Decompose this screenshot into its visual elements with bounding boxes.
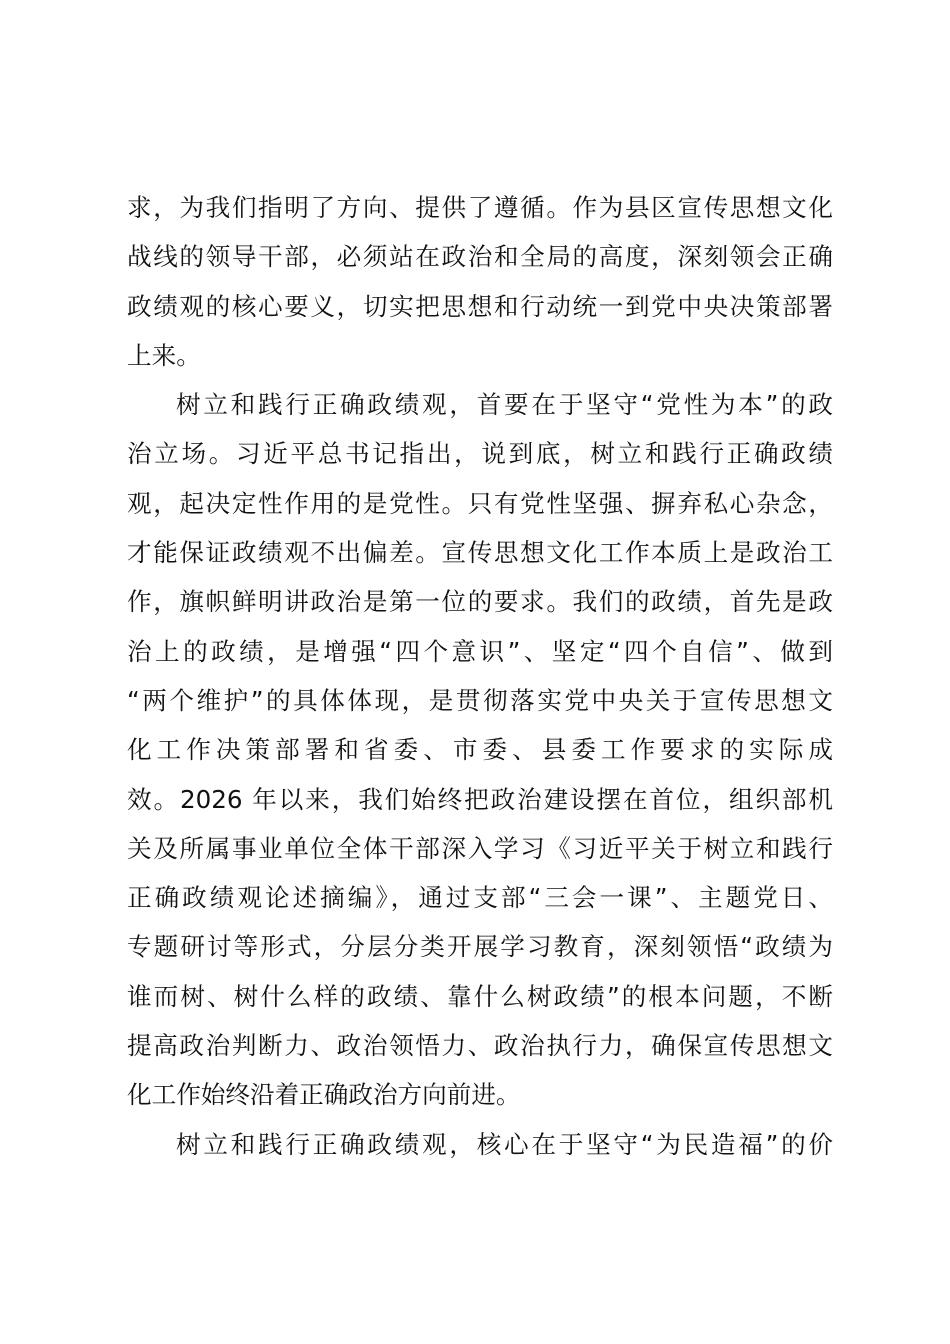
text-line: 关及所属事业单位全体干部深入学习《习近平关于树立和践行 — [127, 833, 833, 863]
text-line: 树立和践行正确政绩观，核心在于坚守“为民造福”的价 — [176, 1129, 833, 1159]
text-line: 提高政治判断力、政治领悟力、政治执行力，确保宣传思想文 — [127, 1031, 833, 1061]
text-line: 正确政绩观论述摘编》，通过支部“三会一课”、主题党日、 — [127, 883, 833, 913]
text-line: 谁而树、树什么样的政绩、靠什么树政绩”的根本问题，不断 — [127, 981, 833, 1011]
text-line: 战线的领导干部，必须站在政治和全局的高度，深刻领会正确 — [127, 242, 833, 272]
text-line: 化工作始终沿着正确政治方向前进。 — [127, 1080, 521, 1110]
text-line: 政绩观的核心要义，切实把思想和行动统一到党中央决策部署 — [127, 291, 833, 321]
text-line: 上来。 — [127, 340, 201, 370]
text-line: 治立场。习近平总书记指出，说到底，树立和践行正确政绩 — [127, 439, 833, 469]
text-line: 治上的政绩，是增强“四个意识”、坚定“四个自信”、做到 — [127, 636, 833, 666]
text-line: 效。2026 年以来，我们始终把政治建设摆在首位，组织部机 — [127, 784, 833, 814]
document-body — [127, 183, 833, 1169]
text-line: 才能保证政绩观不出偏差。宣传思想文化工作本质上是政治工 — [127, 538, 833, 568]
text-line: 化工作决策部署和省委、市委、县委工作要求的实际成 — [127, 735, 833, 765]
paragraph-2 — [127, 380, 833, 1119]
text-line: 作，旗帜鲜明讲政治是第一位的要求。我们的政绩，首先是政 — [127, 587, 833, 617]
text-line: “两个维护”的具体体现，是贯彻落实党中央关于宣传思想文 — [127, 685, 833, 715]
paragraph-3 — [127, 1120, 833, 1169]
text-line: 树立和践行正确政绩观，首要在于坚守“党性为本”的政 — [176, 390, 833, 420]
text-line: 求，为我们指明了方向、提供了遵循。作为县区宣传思想文化 — [127, 193, 833, 222]
text-line: 观，起决定性作用的是党性。只有党性坚强、摒弃私心杂念， — [127, 488, 833, 518]
paragraph-1 — [127, 183, 833, 380]
text-line: 专题研讨等形式，分层分类开展学习教育，深刻领悟“政绩为 — [127, 932, 833, 962]
